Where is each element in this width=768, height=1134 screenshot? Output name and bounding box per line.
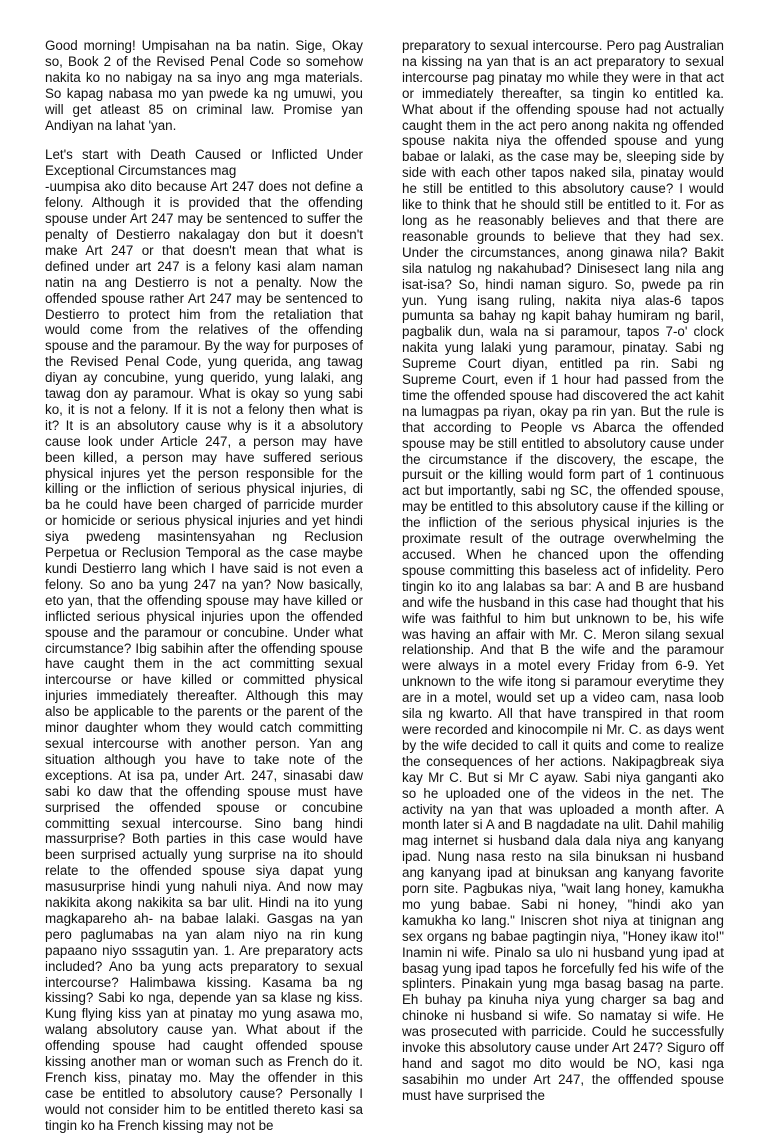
right-column (402, 38, 724, 1103)
section-heading: Let's start with Death Caused or Inflicted Under Exceptional Circumstances mag (45, 147, 363, 179)
intro-paragraph: Good morning! Umpisahan na ba natin. Sige, Okay so, Book 2 of the Revised Penal Code so somehow nakita ko no nabigay na sa inyo ang mga materials. So kapag nabasa mo yan pwede ka ng umuwi, you will get atleast 85 on criminal law. Promise yan Andiyan na lahat 'yan. (45, 38, 363, 133)
right-body-paragraph: preparatory to sexual intercourse. Pero pag Australian na kissing na yan that is an act preparatory to sexual intercourse pag pinatay mo while they were in that act or immediately thereafter, sa tingin ko entitled ka. What about if the offending spouse had not actually caught them in the act pero anong nakita ng offended spouse nakita niya the offended spouse and yung babae or lalaki, as the case may be, sleeping side by side with each other tapos naked sila, pinatay would he still be entitled to this absolutory cause? I would like to think that he should still be entitled to it. For as long as he reasonably believes and that there are reasonable grounds to believe that they had sex. Under the circumstances, anong ginawa nila? Bakit sila natulog ng nakahubad? Dinisesect lang nila ang isat-isa? So, hindi naman siguro. So, pwede pa rin yun. Yung isang ruling, nakita niya alas-6 tapos pumunta sa bahay ng kapit bahay humiram ng baril, pagbalik dun, wala na si paramour, tapos 7-o' clock nakita yung lalaki yung paramour, pinatay. Sabi ng Supreme Court diyan, entitled pa rin. Sabi ng Supreme Court, even if 1 hour had passed from the time the offended spouse had discovered the act kahit na lumagpas pa riyan, okay pa rin yan. But the rule is that according to People vs Abarca the offended spouse may be still entitled to absolutory cause under the circumstance if the discovery, the escape, the pursuit or the killing would form part of 1 continuous act but importantly, sabi ng SC, the offended spouse, may be entitled to this absolutory cause if the killing or the infliction of the serious physical injuries is the proximate result of the outrage overwhelming the accused. When he chanced upon the offending spouse committing this baseless act of infidelity. Pero tingin ko ito ang lalabas sa bar: A and B are husband and wife the husband in this case had thought that his wife was faithful to him but unknown to be, his wife was having an affair with Mr. C. Meron silang sexual relationship. And that B the wife and the paramour were always in a motel every Friday from 6-9. Yet unknown to the wife itong si paramour everytime they are in a motel, would set up a video cam, nasa loob sila ng kwarto. All that have transpired in that room were recorded and kinocompile ni Mr. C. as days went by the wife decided to call it quits and come to realize the consequences of her actions. Nakipagbreak siya kay Mr C. But si Mr C ayaw. Sabi niya ganganti ako so he uploaded one of the videos in the net. The activity na yan that was uploaded a month after. A month later si A and B nagdadate na ulit. Dahil mahilig mag internet si husband dala dala niya ang kanyang ipad. Nung nasa resto na sila binuksan ni husband ang kanyang ipad at binuksan ang kanyang favorite porn site. Pagbukas niya, "wait lang honey, kamukha mo yung babae. Sabi ni honey, "hindi ako yan kamukha ko lang." Iniscren shot niya at tinignan ang sex organs ng babae pagtingin niya, "Honey ikaw ito!" Inamin ni wife. Pinalo sa ulo ni husband yung ipad at basag yung ipad tapos he forcefully fed his wife of the splinters. Pinakain yung mga basag basag na parte. Eh buhay pa kinuha niya yung charger sa bag and chinoke ni husband si wife. So namatay si wife. He was prosecuted with parricide. Could he successfully invoke this absolutory cause under Art 247? Siguro off hand and sagot mo dito would be NO, kasi nga sasabihin mo under Art 247, the offfended spouse must have surprised the (402, 38, 724, 1103)
left-column (45, 38, 363, 1133)
left-body-paragraph: -uumpisa ako dito because Art 247 does not define a felony. Although it is provided that the offending spouse under Art 247 may be sentenced to suffer the penalty of Destierro nakalagay don but it doesn't make Art 247 or that doesn't mean that what is defined under art 247 is a felony kasi alam naman natin na ang Destierro is not a penalty. Now the offended spouse rather Art 247 may be sentenced to Destierro to protect him from the retaliation that would come from the relatives of the offending spouse and the paramour. By the way for purposes of the Revised Penal Code, yung querida, ang tawag diyan ay concubine, yung querido, yung lalaki, ang tawag don ay paramour. What is okay so yung sabi ko, it is not a felony. If it is not a felony then what is it? It is an absolutory cause why is it a absolutory cause look under Article 247, a person may have been killed, a person may have suffered serious physical injures yet the person responsible for the killing or the infliction of serious physical injuries, di ba he could have been charged of parricide murder or homicide or serious physical injuries and yet hindi siya pwedeng masintensyahan ng Reclusion Perpetua or Reclusion Temporal as the case maybe kundi Destierro lang which I have said is not even a felony. So ano ba yung 247 na yan? Now basically, eto yan, that the offending spouse may have killed or inflicted serious physical injuries upon the offended spouse and the paramour or concubine. Under what circumstance? Ibig sabihin after the offending spouse have caught them in the act committing sexual intercourse or have killed or committed physical injuries immediately thereafter. Although this may also be applicable to the parents or the parent of the minor daughter whom they would catch committing sexual intercourse with another person. Yan ang situation although you have to take note of the exceptions. At isa pa, under Art. 247, sinasabi daw sabi ko daw that the offending spouse must have surprised the offended spouse or concubine committing sexual intercourse. Sino bang hindi massurprise? Both parties in this case would have been surprised actually yung surprise na ito should relate to the offended spouse siya dapat yung masusurprise hindi yung nahuli niya. And now may nakikita akong nakikita sa bar ulit. Hindi na ito yung magkapareho ah- na babae lalaki. Gasgas na yan pero paglumabas na yan alam niyo na rin kung papaano niyo sssagutin yan. 1. Are preparatory acts included? Ano ba yung acts preparatory to sexual intercourse? Halimbawa kissing. Kasama ba ng kissing? Sabi ko nga, depende yan sa klase ng kiss. Kung flying kiss yan at pinatay mo yung asawa mo, walang absolutory cause yan. What about if the offending spouse had caught offended spouse kissing another man or woman such as French do it. French kiss, pinatay mo. May the offender in this case be entitled to absolutory cause? Personally I would not consider him to be entitled thereto kasi sa tingin ko ha French kissing may not be (45, 179, 363, 1133)
